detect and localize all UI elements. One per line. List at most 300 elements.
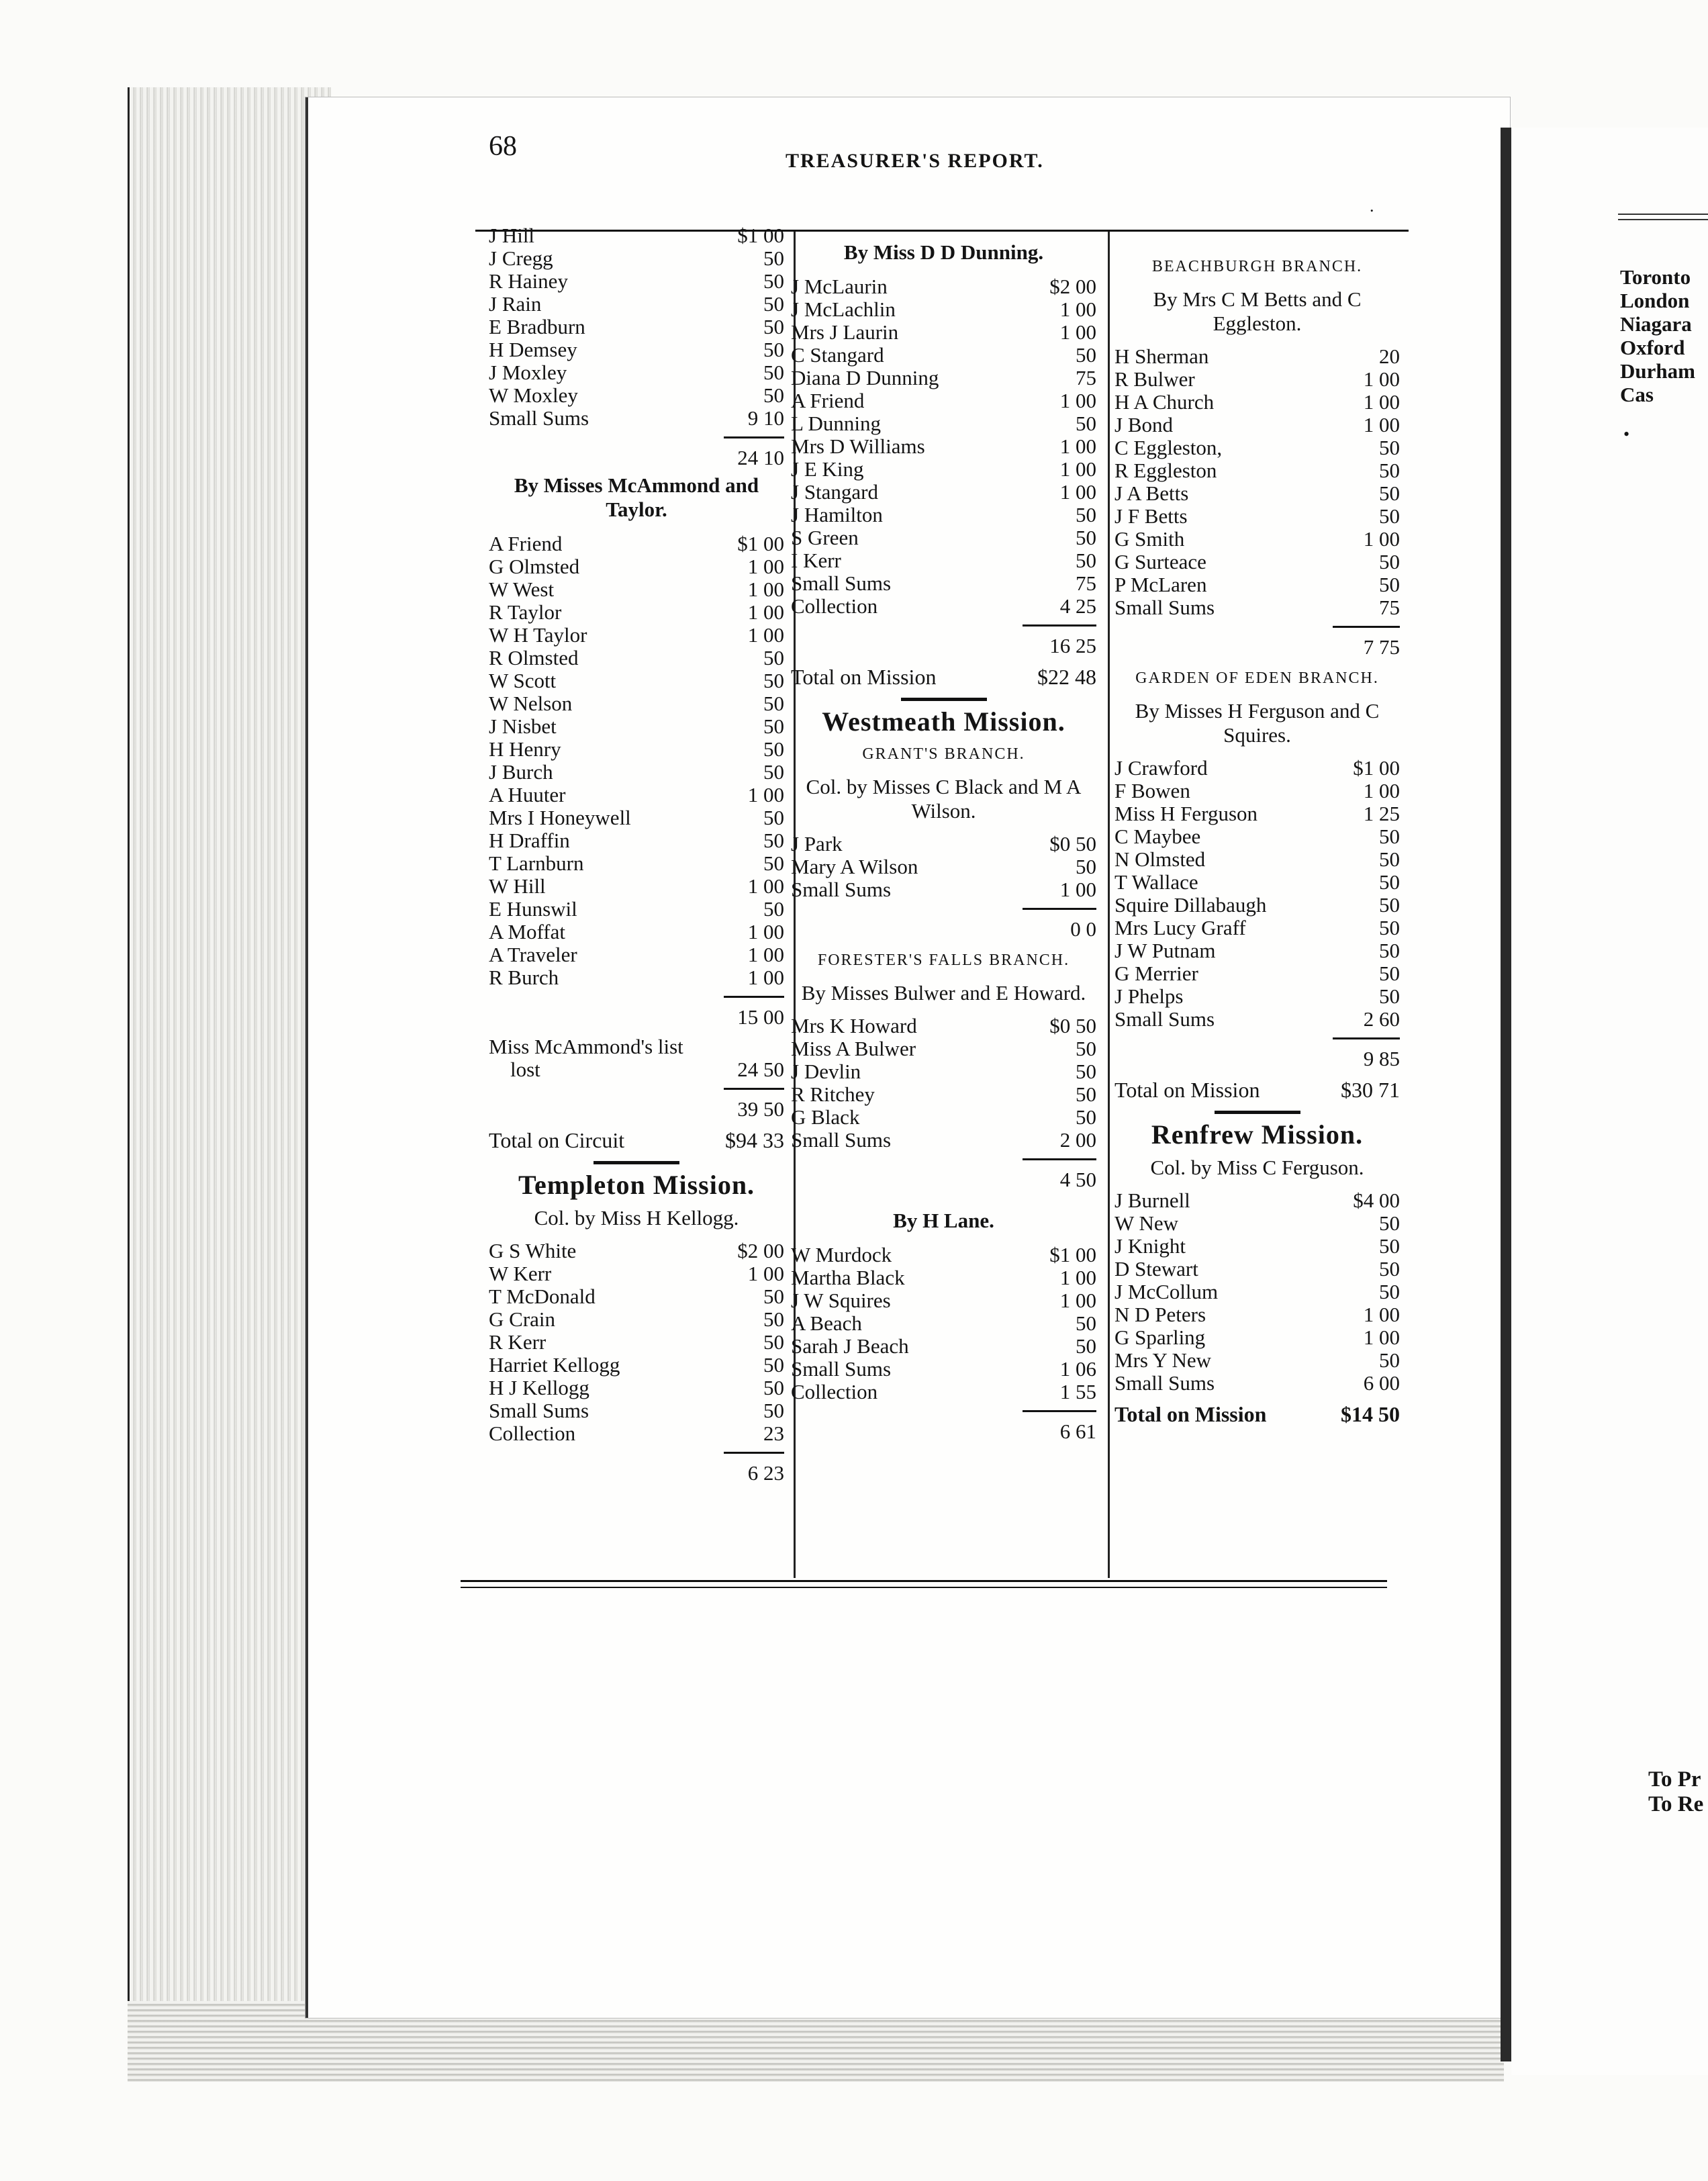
section-heading: By Miss D D Dunning. <box>843 240 1044 264</box>
donation-amount: $0 50 <box>1049 832 1096 855</box>
donor-name: Small Sums <box>489 1399 589 1422</box>
subtotal-amount: 7 75 <box>1363 635 1400 659</box>
ledger-row <box>1114 1235 1400 1258</box>
donation-amount: 75 <box>1076 571 1096 595</box>
ledger-row <box>791 435 1096 458</box>
ledger-row <box>791 1015 1096 1037</box>
ledger-row <box>1114 1303 1400 1326</box>
subtotal-amount: 6 23 <box>747 1461 784 1485</box>
total-row <box>489 1129 784 1152</box>
ledger-list <box>1114 757 1400 1031</box>
ledger-row <box>489 1354 784 1377</box>
donor-name: Small Sums <box>791 1128 892 1152</box>
donation-amount: 50 <box>1076 1037 1096 1060</box>
ledger-row <box>1114 825 1400 848</box>
donation-amount: 1 00 <box>747 783 784 806</box>
donor-name: A Friend <box>489 532 563 555</box>
donor-name: J Burch <box>489 760 553 784</box>
donation-amount: 6 00 <box>1363 1371 1400 1395</box>
subtotal-row <box>791 918 1096 941</box>
ledger-row <box>489 1331 784 1354</box>
ledger-row <box>489 875 784 898</box>
ledger-row <box>791 298 1096 321</box>
donation-amount: 50 <box>763 692 784 715</box>
donation-amount: 50 <box>1076 1082 1096 1106</box>
subtotal-row <box>489 1462 784 1485</box>
ledger-row <box>791 526 1096 549</box>
ledger-row <box>489 1399 784 1422</box>
ledger-row <box>489 898 784 921</box>
donor-name: Small Sums <box>489 406 589 430</box>
total-label: Total on Mission <box>1114 1078 1260 1102</box>
donation-amount: 50 <box>763 714 784 738</box>
collector-line: Col. by Miss C Ferguson. <box>1150 1156 1364 1179</box>
ledger-row <box>489 555 784 578</box>
ledger-row <box>791 1335 1096 1358</box>
ledger-row <box>489 293 784 316</box>
ledger-row <box>791 572 1096 595</box>
ledger-row <box>489 316 784 338</box>
donor-name: J Bond <box>1114 413 1173 436</box>
donor-name: R Kerr <box>489 1330 547 1354</box>
donor-name: W Murdock <box>791 1243 892 1266</box>
section-rule <box>594 1161 679 1164</box>
donation-amount: 1 55 <box>1059 1380 1096 1403</box>
ledger-row <box>1114 1326 1400 1349</box>
donor-name: Collection <box>791 1380 878 1403</box>
donor-name: R Eggleston <box>1114 459 1217 482</box>
donation-amount: 2 60 <box>1363 1007 1400 1031</box>
donor-name: Sarah J Beach <box>791 1334 909 1358</box>
section-rule <box>1215 1111 1300 1114</box>
donation-amount: 50 <box>1076 1105 1096 1129</box>
donation-amount: 50 <box>1379 1348 1400 1372</box>
donor-name: Squire Dillabaugh <box>1114 893 1267 917</box>
ledger-list <box>489 224 784 430</box>
subtotal-rule <box>1333 626 1400 628</box>
donation-amount: 50 <box>1379 1257 1400 1281</box>
donation-amount: 1 00 <box>1363 413 1400 436</box>
ledger-row <box>489 715 784 738</box>
total-amount: $22 48 <box>1037 665 1096 689</box>
ledger-row <box>489 852 784 875</box>
subtotal-rule <box>724 1452 784 1454</box>
ledger-row <box>1114 780 1400 802</box>
ledger-row <box>1114 345 1400 368</box>
stray-mark: . <box>1370 196 1374 216</box>
donor-name: Mrs Y New <box>1114 1348 1212 1372</box>
collector-line: By Misses Bulwer and E Howard. <box>801 981 1086 1005</box>
donor-name: Collection <box>791 594 878 618</box>
donation-amount: 50 <box>763 269 784 293</box>
total-label: Total on Circuit <box>489 1128 625 1152</box>
section-rule <box>901 698 987 701</box>
donor-name: Small Sums <box>791 1357 892 1381</box>
ledger-row <box>1114 871 1400 894</box>
ledger-row <box>791 412 1096 435</box>
donor-name: N Olmsted <box>1114 847 1206 871</box>
donor-name: Mrs Lucy Graff <box>1114 916 1246 939</box>
ledger-row <box>489 647 784 669</box>
donor-name: C Stangard <box>791 343 884 367</box>
ledger-row <box>1114 482 1400 505</box>
donation-amount: 50 <box>763 760 784 784</box>
ledger-row <box>489 829 784 852</box>
ledger-row <box>1114 414 1400 436</box>
ledger-row <box>791 1060 1096 1083</box>
donation-amount: 1 00 <box>1059 457 1096 481</box>
subtotal-rule <box>1023 908 1096 910</box>
total-row <box>1114 1403 1400 1426</box>
donor-name: J McLaurin <box>791 275 888 298</box>
donor-name: S Green <box>791 526 859 549</box>
donor-name: Diana D Dunning <box>791 366 939 389</box>
donor-name: H Sherman <box>1114 344 1209 368</box>
donor-name: J W Putnam <box>1114 939 1216 962</box>
ledger-row <box>1114 528 1400 551</box>
donor-name: A Beach <box>791 1311 862 1335</box>
donor-name: H A Church <box>1114 390 1215 414</box>
lost-list-amount: 24 50 <box>737 1058 784 1081</box>
donation-amount: 50 <box>1379 436 1400 459</box>
donor-name: C Maybee <box>1114 825 1201 848</box>
subtotal-amount: 39 50 <box>737 1097 784 1121</box>
facing-page-place: Toronto <box>1620 265 1691 289</box>
ledger-row <box>1114 505 1400 528</box>
ledger-row <box>489 1377 784 1399</box>
ledger-row <box>791 458 1096 481</box>
donation-amount: $0 50 <box>1049 1014 1096 1037</box>
donation-amount: $1 00 <box>737 532 784 555</box>
donor-name: T Wallace <box>1114 870 1198 894</box>
donor-name: J Devlin <box>791 1060 861 1083</box>
branch-heading: FORESTER'S FALLS BRANCH. <box>817 952 1070 969</box>
donor-name: J Burnell <box>1114 1189 1190 1212</box>
donation-amount: 1 00 <box>1059 1289 1096 1312</box>
donation-amount: 1 00 <box>747 966 784 989</box>
ledger-list <box>791 833 1096 901</box>
donation-amount: 50 <box>763 851 784 875</box>
donation-amount: $4 00 <box>1353 1189 1400 1212</box>
ledger-row <box>791 1037 1096 1060</box>
ledger-row <box>489 270 784 293</box>
donor-name: Harriet Kellogg <box>489 1353 620 1377</box>
ledger-row <box>489 1422 784 1445</box>
donor-name: Small Sums <box>1114 596 1215 619</box>
donation-amount: 50 <box>1076 855 1096 878</box>
donor-name: G Black <box>791 1105 860 1129</box>
donor-name: G Sparling <box>1114 1326 1206 1349</box>
ledger-row <box>489 224 784 247</box>
total-amount: $30 71 <box>1341 1078 1400 1102</box>
subtotal-rule <box>1333 1037 1400 1039</box>
donor-name: W Kerr <box>489 1262 552 1285</box>
donation-amount: 50 <box>763 383 784 407</box>
donor-name: R Ritchey <box>791 1082 875 1106</box>
facing-page-place: Cas <box>1620 383 1654 406</box>
ledger-row <box>1114 1258 1400 1281</box>
ledger-row <box>791 344 1096 367</box>
ledger-row <box>489 761 784 784</box>
donor-name: I Kerr <box>791 549 841 572</box>
donation-amount: 50 <box>1379 825 1400 848</box>
ledger-row <box>489 669 784 692</box>
subtotal-row <box>489 1006 784 1029</box>
book-gutter <box>1501 128 1511 2061</box>
branch-heading: GARDEN OF EDEN BRANCH. <box>1135 669 1379 687</box>
donation-amount: 1 00 <box>1059 1266 1096 1289</box>
ledger-row <box>1114 1281 1400 1303</box>
ledger-row <box>489 784 784 806</box>
donation-amount: $1 00 <box>1049 1243 1096 1266</box>
donation-amount: 50 <box>1379 481 1400 505</box>
donation-amount: 50 <box>1379 573 1400 596</box>
donor-name: R Burch <box>489 966 559 989</box>
donation-amount: 23 <box>763 1422 784 1445</box>
facing-page-bullet: • <box>1623 424 1630 444</box>
ledger-row <box>791 855 1096 878</box>
mission-title: Renfrew Mission. <box>1151 1119 1364 1150</box>
ledger-row <box>489 1308 784 1331</box>
column-2 <box>791 236 1096 1443</box>
ledger-row <box>1114 848 1400 871</box>
donation-amount: 1 00 <box>747 874 784 898</box>
donation-amount: 50 <box>1076 1334 1096 1358</box>
ledger-row <box>489 407 784 430</box>
donor-name: Martha Black <box>791 1266 905 1289</box>
donation-amount: 50 <box>1379 847 1400 871</box>
donation-amount: 50 <box>1379 1280 1400 1303</box>
ledger-row <box>791 1244 1096 1266</box>
ledger-list <box>791 1244 1096 1403</box>
donation-amount: 1 00 <box>747 555 784 578</box>
donor-name: J Stangard <box>791 480 879 504</box>
ledger-row <box>489 1262 784 1285</box>
mission-title: Templeton Mission. <box>518 1170 755 1200</box>
donor-name: R Olmsted <box>489 646 579 669</box>
donor-name: A Friend <box>791 389 865 412</box>
donation-amount: 50 <box>763 1353 784 1377</box>
ledger-row <box>489 1285 784 1308</box>
donor-name: Mrs K Howard <box>791 1014 917 1037</box>
donor-name: E Hunswil <box>489 897 577 921</box>
ledger-row <box>489 361 784 384</box>
collector-line: Col. by Misses C Black and M A Wilson. <box>806 775 1082 823</box>
ledger-row <box>489 338 784 361</box>
donation-amount: 1 00 <box>1059 389 1096 412</box>
subtotal-rule <box>724 996 784 998</box>
donation-amount: 50 <box>763 246 784 270</box>
ledger-row <box>489 806 784 829</box>
subtotal-amount: 6 61 <box>1059 1420 1096 1443</box>
section-heading: By H Lane. <box>893 1209 994 1232</box>
donor-name: J Hill <box>489 224 535 247</box>
ledger-row <box>791 1381 1096 1403</box>
donation-amount: 50 <box>763 292 784 316</box>
ledger-row <box>1114 962 1400 985</box>
donation-amount: 1 00 <box>1363 1303 1400 1326</box>
ledger-row <box>1114 939 1400 962</box>
donation-amount: 2 00 <box>1059 1128 1096 1152</box>
donor-name: G Olmsted <box>489 555 580 578</box>
donor-name: W Moxley <box>489 383 578 407</box>
donor-name: C Eggleston, <box>1114 436 1223 459</box>
ledger-row <box>791 321 1096 344</box>
ledger-row <box>1114 1189 1400 1212</box>
subtotal-rule <box>724 436 784 438</box>
facing-page-footer <box>1648 1767 1703 1817</box>
ledger-row <box>1114 368 1400 391</box>
donor-name: H J Kellogg <box>489 1376 589 1399</box>
donor-name: E Bradburn <box>489 315 585 338</box>
donor-name: Mrs D Williams <box>791 434 925 458</box>
ledger-row <box>489 692 784 715</box>
donor-name: P McLaren <box>1114 573 1207 596</box>
donation-amount: 1 00 <box>1059 434 1096 458</box>
donor-name: T McDonald <box>489 1285 596 1308</box>
ledger-row <box>791 389 1096 412</box>
ledger-row <box>1114 757 1400 780</box>
subtotal-rule <box>1023 624 1096 627</box>
donation-amount: 1 00 <box>1363 367 1400 391</box>
donor-name: R Taylor <box>489 600 562 624</box>
lost-list-row <box>489 1058 784 1081</box>
subtotal-row <box>489 1098 784 1121</box>
donation-amount: 1 00 <box>747 1262 784 1285</box>
ledger-list <box>791 1015 1096 1152</box>
donor-name: Small Sums <box>1114 1371 1215 1395</box>
ledger-row <box>791 1266 1096 1289</box>
ledger-row <box>489 966 784 989</box>
donor-name: J F Betts <box>1114 504 1188 528</box>
donor-name: J McLachlin <box>791 297 896 321</box>
donation-amount: 50 <box>1379 1234 1400 1258</box>
donor-name: Small Sums <box>791 878 892 901</box>
subtotal-rule <box>1023 1158 1096 1160</box>
ledger-row <box>791 1129 1096 1152</box>
subtotal-row <box>791 635 1096 657</box>
donation-amount: 50 <box>763 361 784 384</box>
donor-name: N D Peters <box>1114 1303 1206 1326</box>
subtotal-amount: 24 10 <box>737 446 784 469</box>
donation-amount: 75 <box>1076 366 1096 389</box>
donation-amount: 50 <box>1076 549 1096 572</box>
donor-name: W H Taylor <box>489 623 587 647</box>
column-1 <box>489 224 784 1485</box>
subtotal-amount: 16 25 <box>1049 634 1096 657</box>
subtotal-row <box>489 447 784 469</box>
ledger-row <box>1114 917 1400 939</box>
subtotal-amount: 15 00 <box>737 1005 784 1029</box>
ledger-row <box>1114 596 1400 619</box>
ledger-row <box>489 624 784 647</box>
collector-line: By Mrs C M Betts and C Eggleston. <box>1153 287 1362 335</box>
column-3 <box>1114 255 1400 1426</box>
section-heading: By Misses McAmmond and Taylor. <box>514 473 759 521</box>
ledger-row <box>791 1289 1096 1312</box>
donor-name: F Bowen <box>1114 779 1190 802</box>
facing-page-footer-line: To Pr <box>1648 1767 1701 1792</box>
donation-amount: 50 <box>1076 343 1096 367</box>
branch-heading: GRANT'S BRANCH. <box>862 745 1025 763</box>
donor-name: G Crain <box>489 1307 556 1331</box>
donation-amount: 50 <box>1379 893 1400 917</box>
donor-name: J Cregg <box>489 246 553 270</box>
ledger-row <box>791 1106 1096 1129</box>
ledger-row <box>791 1312 1096 1335</box>
donor-name: J W Squires <box>791 1289 891 1312</box>
donation-amount: $2 00 <box>1049 275 1096 298</box>
donation-amount: 1 00 <box>1059 297 1096 321</box>
donation-amount: 50 <box>763 646 784 669</box>
donation-amount: 50 <box>1379 870 1400 894</box>
ledger-row <box>791 549 1096 572</box>
ledger-row <box>489 247 784 270</box>
branch-heading: BEACHBURGH BRANCH. <box>1151 258 1363 275</box>
ledger-row <box>489 921 784 943</box>
ledger-row <box>1114 459 1400 482</box>
donor-name: Small Sums <box>791 571 892 595</box>
bottom-rule <box>461 1580 1387 1588</box>
donation-amount: 1 00 <box>747 577 784 601</box>
donor-name: R Bulwer <box>1114 367 1195 391</box>
donation-amount: 1 00 <box>747 623 784 647</box>
donation-amount: $1 00 <box>737 224 784 247</box>
donor-name: W New <box>1114 1211 1178 1235</box>
donation-amount: 50 <box>763 315 784 338</box>
donor-name: A Moffat <box>489 920 565 943</box>
donor-name: Miss H Ferguson <box>1114 802 1258 825</box>
total-amount: $94 33 <box>725 1128 784 1152</box>
donation-amount: 1 00 <box>1363 527 1400 551</box>
donation-amount: 50 <box>763 737 784 761</box>
ledger-row <box>791 1358 1096 1381</box>
donation-amount: 50 <box>1379 984 1400 1008</box>
running-head: TREASURER'S REPORT. <box>786 150 1044 172</box>
donor-name: H Henry <box>489 737 561 761</box>
donation-amount: 20 <box>1379 344 1400 368</box>
donation-amount: 50 <box>763 338 784 361</box>
ledger-row <box>791 1083 1096 1106</box>
donation-amount: 1 06 <box>1059 1357 1096 1381</box>
donation-amount: 50 <box>763 1285 784 1308</box>
facing-page-place: London <box>1620 289 1690 312</box>
ledger-row <box>791 833 1096 855</box>
donation-amount: 50 <box>763 669 784 692</box>
total-row <box>791 665 1096 688</box>
donation-amount: 50 <box>763 897 784 921</box>
donation-amount: 1 00 <box>1363 1326 1400 1349</box>
ledger-row <box>1114 802 1400 825</box>
total-label: Total on Mission <box>791 665 937 689</box>
donor-name: R Hainey <box>489 269 568 293</box>
donation-amount: 50 <box>1379 939 1400 962</box>
donation-amount: 50 <box>1076 412 1096 435</box>
ledger-list <box>489 532 784 989</box>
donor-name: J Knight <box>1114 1234 1186 1258</box>
donation-amount: 1 00 <box>1363 390 1400 414</box>
lost-list-label: Miss McAmmond's list <box>489 1035 683 1058</box>
subtotal-amount: 4 50 <box>1059 1168 1096 1191</box>
facing-page-place: Oxford <box>1620 336 1685 359</box>
donor-name: J Crawford <box>1114 756 1208 780</box>
ledger-row <box>489 943 784 966</box>
donation-amount: 50 <box>763 1307 784 1331</box>
donation-amount: $2 00 <box>737 1239 784 1262</box>
donor-name: H Draffin <box>489 829 570 852</box>
donor-name: J Nisbet <box>489 714 557 738</box>
donor-name: J A Betts <box>1114 481 1189 505</box>
